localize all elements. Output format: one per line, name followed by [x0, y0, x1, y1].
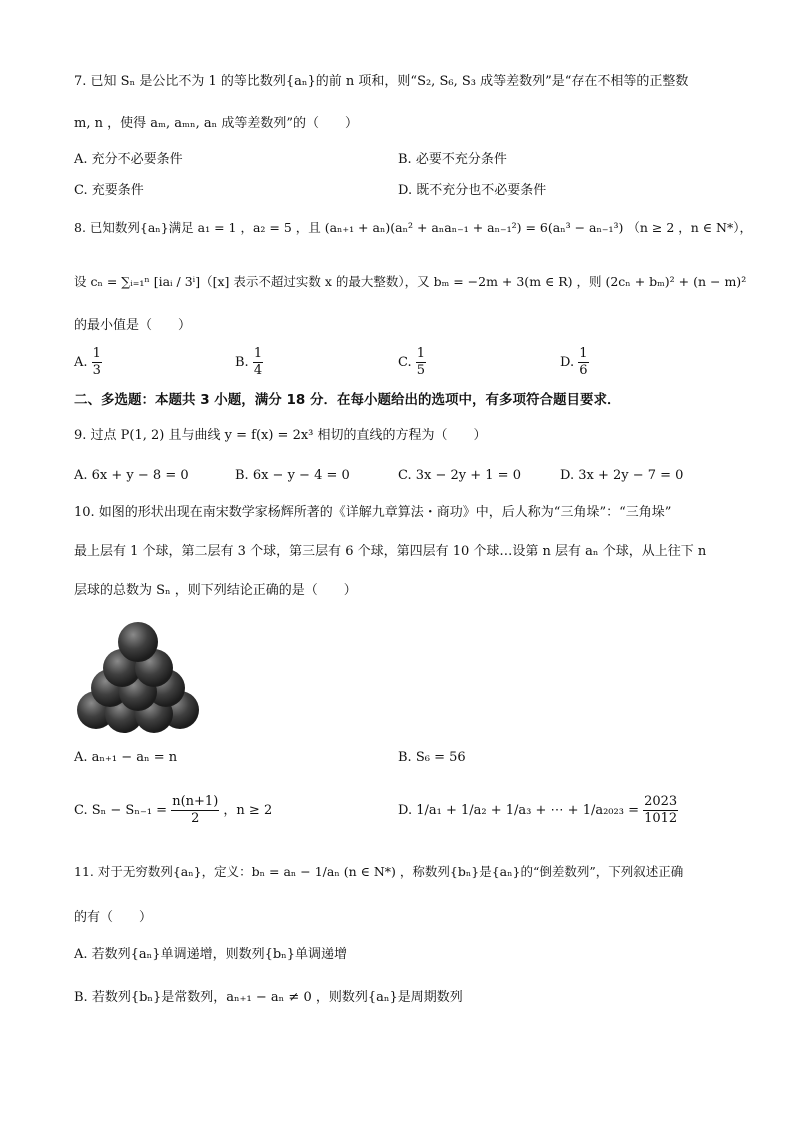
q8-option-d: [560, 346, 589, 379]
q9-stem: 9. 过点 P(1, 2) 且与曲线 y = f(x) = 2x³ 相切的直线的方程为（ ）: [74, 428, 487, 443]
q8-stem-line1: 8. 已知数列{aₙ}满足 a₁ = 1 ，a₂ = 5 ，且 (aₙ₊₁ + aₙ)(aₙ² + aₙaₙ₋₁ + aₙ₋₁²) = 6(aₙ³ − aₙ₋₁³) （n ≥ 2 ，n ∈ N*），: [74, 220, 752, 235]
q8-option-c-fraction: [416, 346, 426, 379]
q8-c-den: 5: [416, 363, 426, 378]
q10-option-a: A. aₙ₊₁ − aₙ = n: [74, 750, 178, 765]
q10-option-d: [398, 794, 678, 827]
q9-option-a: A. 6x + y − 8 = 0: [74, 468, 189, 483]
q8-option-a-label: A.: [74, 355, 88, 370]
q10-option-d-pre: D. 1/a₁ + 1/a₂ + 1/a₃ + ⋯ + 1/a₂₀₂₃ =: [398, 803, 639, 818]
q11-option-a: A. 若数列{aₙ}单调递增，则数列{bₙ}单调递增: [74, 947, 348, 962]
q8-option-b: [235, 346, 263, 379]
q11-stem-line2: 的有（ ）: [74, 910, 153, 925]
q7-stem-line2: m, n ，使得 aₘ, aₘₙ, aₙ 成等差数列”的（ ）: [74, 116, 358, 131]
q7-option-d: D. 既不充分也不必要条件: [398, 183, 547, 198]
q8-b-den: 4: [253, 363, 263, 378]
q9-option-d: D. 3x + 2y − 7 = 0: [560, 468, 684, 483]
q8-b-num: 1: [253, 346, 263, 361]
q8-option-d-fraction: [578, 346, 588, 379]
q7-option-a: A. 充分不必要条件: [74, 152, 183, 167]
q8-stem-line3: 的最小值是（ ）: [74, 318, 192, 333]
q7-option-b: B. 必要不充分条件: [398, 152, 507, 167]
q8-option-d-label: D.: [560, 355, 575, 370]
q10-stem-line1: 10. 如图的形状出现在南宋数学家杨辉所著的《详解九章算法・商功》中，后人称为“三角垛”：“三角垛”: [74, 505, 672, 520]
q10-option-c-post: ，n ≥ 2: [223, 803, 273, 818]
q11-option-b: B. 若数列{bₙ}是常数列，aₙ₊₁ − aₙ ≠ 0 ，则数列{aₙ}是周期数列: [74, 990, 463, 1005]
q10-stem-line2: 最上层有 1 个球，第二层有 3 个球，第三层有 6 个球，第四层有 10 个球…设第 n 层有 aₙ 个球，从上往下 n: [74, 544, 707, 559]
q10-option-c-fraction: [171, 794, 219, 827]
q10-c-num: n(n+1): [172, 794, 219, 809]
ball: [118, 622, 158, 662]
triangular-stack-figure: [74, 618, 204, 736]
q8-option-b-fraction: [253, 346, 263, 379]
q8-a-num: 1: [92, 346, 101, 361]
q8-option-b-label: B.: [235, 355, 249, 370]
q8-c-num: 1: [416, 346, 426, 361]
q10-option-c-pre: C. Sₙ − Sₙ₋₁ =: [74, 803, 168, 818]
q10-c-den: 2: [191, 811, 200, 826]
q7-stem-line1: 7. 已知 Sₙ 是公比不为 1 的等比数列{aₙ}的前 n 项和，则“S₂, S₆, S₃ 成等差数列”是“存在不相等的正整数: [74, 74, 689, 89]
q8-option-c: [398, 346, 426, 379]
q10-d-num: 2023: [644, 794, 678, 809]
q7-option-c: C. 充要条件: [74, 183, 144, 198]
q8-option-a: [74, 346, 102, 379]
section-heading-multiple-choice: 二、多选题：本题共 3 小题，满分 18 分．在每小题给出的选项中，有多项符合题目要求．: [74, 392, 621, 408]
q10-d-den: 1012: [644, 811, 678, 826]
q8-option-a-fraction: [92, 346, 102, 379]
q10-option-d-fraction: [643, 794, 678, 827]
q11-stem-line1: 11. 对于无穷数列{aₙ}，定义：bₙ = aₙ − 1/aₙ (n ∈ N*) ，称数列{bₙ}是{aₙ}的“倒差数列”，下列叙述正确: [74, 864, 684, 879]
q8-d-num: 1: [579, 346, 588, 361]
q8-stem-line2: 设 cₙ = ∑ᵢ₌₁ⁿ [iaᵢ / 3ⁱ]（[x] 表示不超过实数 x 的最大整数），又 bₘ = −2m + 3(m ∈ R) ，则 (2cₙ + bₘ)² + (n − m)²: [74, 274, 747, 289]
q9-option-c: C. 3x − 2y + 1 = 0: [398, 468, 521, 483]
q8-a-den: 3: [92, 363, 101, 378]
q9-option-b: B. 6x − y − 4 = 0: [235, 468, 350, 483]
q10-option-b: B. S₆ = 56: [398, 750, 466, 765]
q10-stem-line3: 层球的总数为 Sₙ ，则下列结论正确的是（ ）: [74, 583, 357, 598]
q8-d-den: 6: [579, 363, 588, 378]
q8-option-c-label: C.: [398, 355, 412, 370]
q10-option-c: [74, 794, 272, 827]
